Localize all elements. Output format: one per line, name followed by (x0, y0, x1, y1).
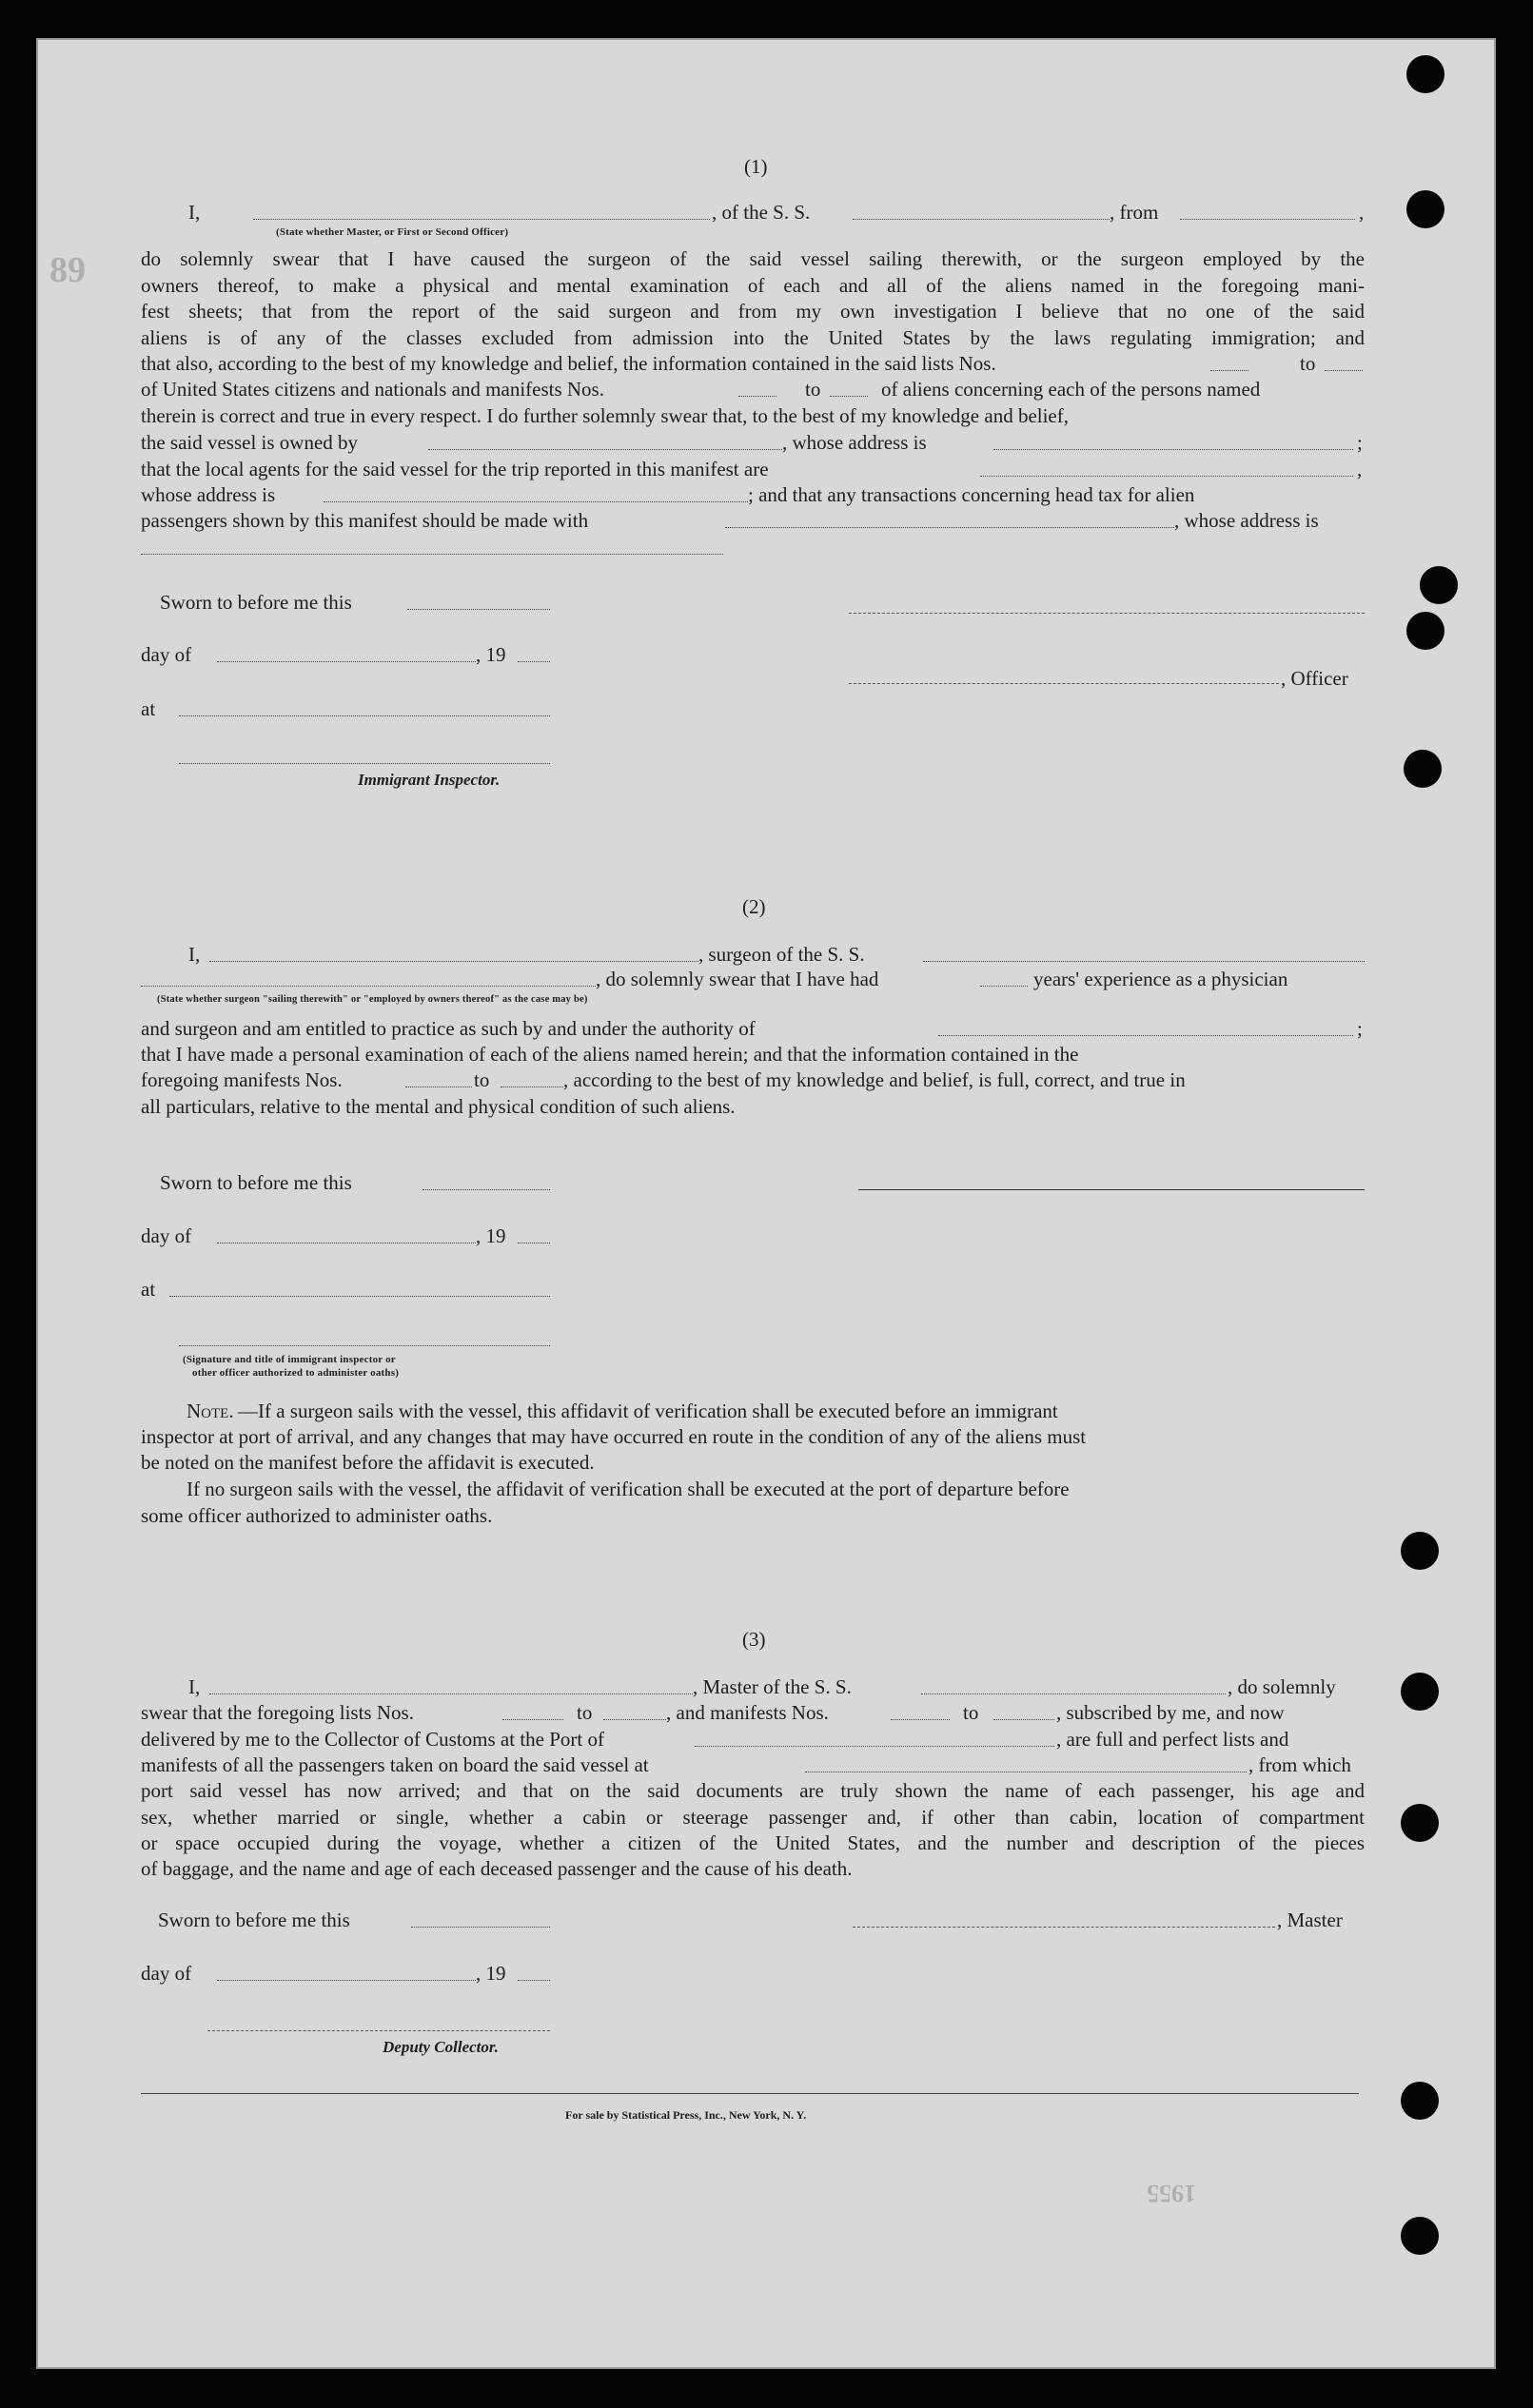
sec1-line6b: to (805, 378, 821, 401)
sec2-nineteen: , 19 (476, 1224, 506, 1247)
surgeon-signature-field[interactable] (858, 1189, 1365, 1190)
sec2-at-field[interactable] (169, 1296, 550, 1297)
inspector-signature-field[interactable] (179, 763, 550, 764)
sec3-line: or space occupied during the voyage, whether a citizen of the United States, and the number and description of the pieces (141, 1831, 1365, 1854)
manifests-to-field[interactable] (830, 396, 868, 397)
sec1-line6c: of aliens concerning each of the persons named (881, 378, 1261, 401)
sec3-line-last: of baggage, and the name and age of each deceased passenger and the cause of his death. (141, 1857, 853, 1880)
sec3-sworn: Sworn to before me this (158, 1909, 350, 1931)
sec3-master-of: , Master of the S. S. (693, 1675, 852, 1698)
sec3-line3b: , are full and perfect lists and (1056, 1728, 1289, 1751)
sec3-year-field[interactable] (518, 1980, 550, 1981)
officer-note: (State whether Master, or First or Second Officer) (276, 226, 509, 238)
punch-hole (1401, 2217, 1439, 2255)
sec3-master-label: , Master (1277, 1909, 1343, 1931)
owner-field[interactable] (428, 449, 782, 450)
note2-line-2: some officer authorized to administer oaths. (141, 1504, 493, 1527)
sec1-at-field[interactable] (179, 715, 550, 716)
sec3-nineteen: , 19 (476, 1962, 506, 1985)
note-line-3: be noted on the manifest before the affidavit is executed. (141, 1451, 595, 1474)
sec2-line4: that I have made a personal examination of each of the aliens named herein; and that the information contained in the (141, 1043, 1079, 1066)
sec1-line10a: whose address is (141, 483, 276, 506)
sec3-line2b: to (577, 1701, 593, 1724)
sec1-line6a: of United States citizens and nationals and manifests Nos. (141, 378, 604, 401)
sec2-line5a: foregoing manifests Nos. (141, 1068, 343, 1091)
lists-to-field[interactable] (1325, 370, 1363, 371)
sec1-line8b: , whose address is (782, 431, 927, 454)
sec3-line4a: manifests of all the passengers taken on board the said vessel at (141, 1753, 649, 1776)
footer-imprint: For sale by Statistical Press, Inc., New York, N. Y. (565, 2108, 807, 2122)
sec1-line5a: that also, according to the best of my knowledge and belief, the information contained in the said lists Nos. (141, 352, 996, 375)
punch-hole (1401, 1673, 1439, 1711)
sec3-line4b: , from which (1248, 1753, 1351, 1776)
surgeon-status-field[interactable] (141, 986, 596, 987)
sec1-line9a: that the local agents for the said vessel for the trip reported in this manifest are (141, 458, 769, 480)
sec2-line5c: , according to the best of my knowledge and belief, is full, correct, and true in (563, 1068, 1186, 1091)
sec1-line8a: the said vessel is owned by (141, 431, 359, 454)
sec1-i: I, (188, 201, 201, 224)
agents-field[interactable] (980, 476, 1353, 477)
sec1-year-field[interactable] (518, 661, 550, 662)
sec1-day-of: day of (141, 643, 192, 666)
note2-line-1: If no surgeon sails with the vessel, the affidavit of verification shall be executed at the port of departure before (187, 1478, 1070, 1500)
surgeon-status-note: (State whether surgeon "sailing therewith" or "employed by owners thereof" as the case may be) (157, 994, 588, 1005)
owner-address-field[interactable] (993, 449, 1353, 450)
sec2-i: I, (188, 943, 201, 966)
master-name-field[interactable] (209, 1693, 693, 1694)
sec3-line3a: delivered by me to the Collector of Customs at the Port of (141, 1728, 604, 1751)
sec2-years: years' experience as a physician (1033, 968, 1288, 990)
sec1-nineteen: , 19 (476, 643, 506, 666)
sec3-lists-from-field[interactable] (502, 1719, 563, 1720)
note-label: Note. (187, 1400, 234, 1422)
sec2-sworn-field[interactable] (423, 1189, 550, 1190)
sig-note-1: (Signature and title of immigrant inspector or (183, 1354, 396, 1365)
sec3-line2d: to (963, 1701, 979, 1724)
sec3-day-of: day of (141, 1962, 192, 1985)
port-field[interactable] (695, 1746, 1054, 1747)
master-signature-field[interactable] (853, 1927, 1275, 1928)
sec1-inspector-label: Immigrant Inspector. (358, 771, 501, 789)
vessel-field[interactable] (853, 219, 1110, 220)
punch-hole (1406, 612, 1445, 650)
margin-mark: 89 (49, 250, 86, 290)
deputy-signature-field[interactable] (207, 2030, 550, 2031)
punch-hole (1406, 55, 1445, 93)
authority-field[interactable] (938, 1035, 1353, 1036)
punch-hole (1401, 1532, 1439, 1570)
sec2-officer-signature-field[interactable] (179, 1345, 550, 1346)
note-line-1: —If a surgeon sails with the vessel, this affidavit of verification shall be executed before an immigrant (238, 1400, 1058, 1422)
sec1-line: owners thereof, to make a physical and mental examination of each and all of the aliens named in the foregoing mani- (141, 273, 1365, 297)
sec2-line5b: to (474, 1068, 490, 1091)
sec3-line2a: swear that the foregoing lists Nos. (141, 1701, 414, 1724)
sec2-day-of: day of (141, 1224, 192, 1247)
footer-rule (141, 2093, 1359, 2094)
surgeon-name-field[interactable] (209, 961, 698, 962)
sec3-line: sex, whether married or single, whether a cabin or steerage passenger and, if other than cabin, location of compartment (141, 1805, 1365, 1829)
sec2-at: at (141, 1278, 156, 1301)
note-line-2: inspector at port of arrival, and any changes that may have occurred en route in the condition of any of the aliens must (141, 1425, 1087, 1448)
lists-from-field[interactable] (1210, 370, 1248, 371)
stamp-number: 1955 (1147, 2180, 1196, 2207)
sec2-swear: , do solemnly swear that I have had (596, 968, 879, 990)
sec3-line: port said vessel has now arrived; and that on the said documents are truly shown the name of each passenger, his age and (141, 1779, 1365, 1802)
sec1-line8c: ; (1357, 431, 1363, 454)
sec1-at: at (141, 697, 156, 720)
sec1-officer-label: , Officer (1281, 667, 1348, 690)
sec1-line5b: to (1300, 352, 1316, 375)
punch-hole (1401, 2082, 1439, 2120)
sec2-line3a: and surgeon and am entitled to practice as such by and under the authority of (141, 1017, 756, 1040)
sec1-line11b: , whose address is (1174, 509, 1319, 532)
manifests-from-field[interactable] (738, 396, 776, 397)
punch-hole (1404, 750, 1442, 788)
sec2-line6: all particulars, relative to the mental and physical condition of such aliens. (141, 1095, 736, 1118)
section-3-number: (3) (742, 1628, 766, 1651)
sec3-vessel-field[interactable] (921, 1693, 1226, 1694)
sec3-manifests-to-field[interactable] (993, 1719, 1054, 1720)
sec2-surgeon-of: , surgeon of the S. S. (698, 943, 865, 966)
sec1-body (141, 246, 1365, 351)
sec1-officer-line-1[interactable] (849, 613, 1365, 614)
sec3-line2e: , subscribed by me, and now (1056, 1701, 1285, 1724)
head-tax-field[interactable] (725, 527, 1174, 528)
sec1-line: do solemnly swear that I have caused the surgeon of the said vessel sailing therewith, or the surgeon employed by the (141, 247, 1365, 270)
sec1-line7: therein is correct and true in every respect. I do further solemnly swear that, to the best of my knowledge and belief, (141, 404, 1069, 427)
sec3-i: I, (188, 1675, 201, 1698)
sec1-sworn: Sworn to before me this (160, 591, 352, 614)
deputy-collector-label: Deputy Collector. (383, 2038, 499, 2056)
section-1-number: (1) (744, 155, 768, 178)
punch-hole (1420, 566, 1458, 604)
section-2-number: (2) (742, 895, 766, 918)
head-tax-address-field[interactable] (141, 554, 723, 555)
sec2-line3b: ; (1357, 1017, 1363, 1040)
sec1-sworn-field[interactable] (407, 609, 550, 610)
sec3-day-field[interactable] (217, 1980, 476, 1981)
sec1-of-ss: , of the S. S. (712, 201, 811, 224)
punch-hole (1401, 1804, 1439, 1842)
sec1-comma: , (1359, 201, 1365, 224)
sec1-line11a: passengers shown by this manifest should be made with (141, 509, 589, 532)
sec2-sworn: Sworn to before me this (160, 1171, 352, 1194)
sec2-vessel-field[interactable] (923, 961, 1365, 962)
sec3-line2c: , and manifests Nos. (666, 1701, 829, 1724)
sec1-from: , from (1110, 201, 1159, 224)
punch-hole (1406, 190, 1445, 228)
sec1-day-field[interactable] (217, 661, 476, 662)
sec1-line10b: ; and that any transactions concerning head tax for alien (748, 483, 1195, 506)
sec3-lists-to-field[interactable] (603, 1719, 666, 1720)
sec1-officer-signature-field[interactable] (849, 683, 1279, 684)
sec1-line: fest sheets; that from the report of the said surgeon and from my own investigation I believe that no one of the said (141, 300, 1365, 323)
from-field[interactable] (1180, 219, 1355, 220)
sec3-body (141, 1778, 1365, 1857)
sec3-do-solemnly: , do solemnly (1228, 1675, 1336, 1698)
sec1-line9b: , (1357, 458, 1363, 480)
sec3-manifests-from-field[interactable] (891, 1719, 950, 1720)
years-field[interactable] (980, 986, 1028, 987)
sig-note-2: other officer authorized to administer oaths) (192, 1367, 400, 1379)
sec1-line: aliens is of any of the classes excluded from admission into the United States by the laws regulating immigration; and (141, 325, 1365, 349)
agents-address-field[interactable] (324, 501, 748, 502)
sec3-sworn-field[interactable] (411, 1927, 550, 1928)
